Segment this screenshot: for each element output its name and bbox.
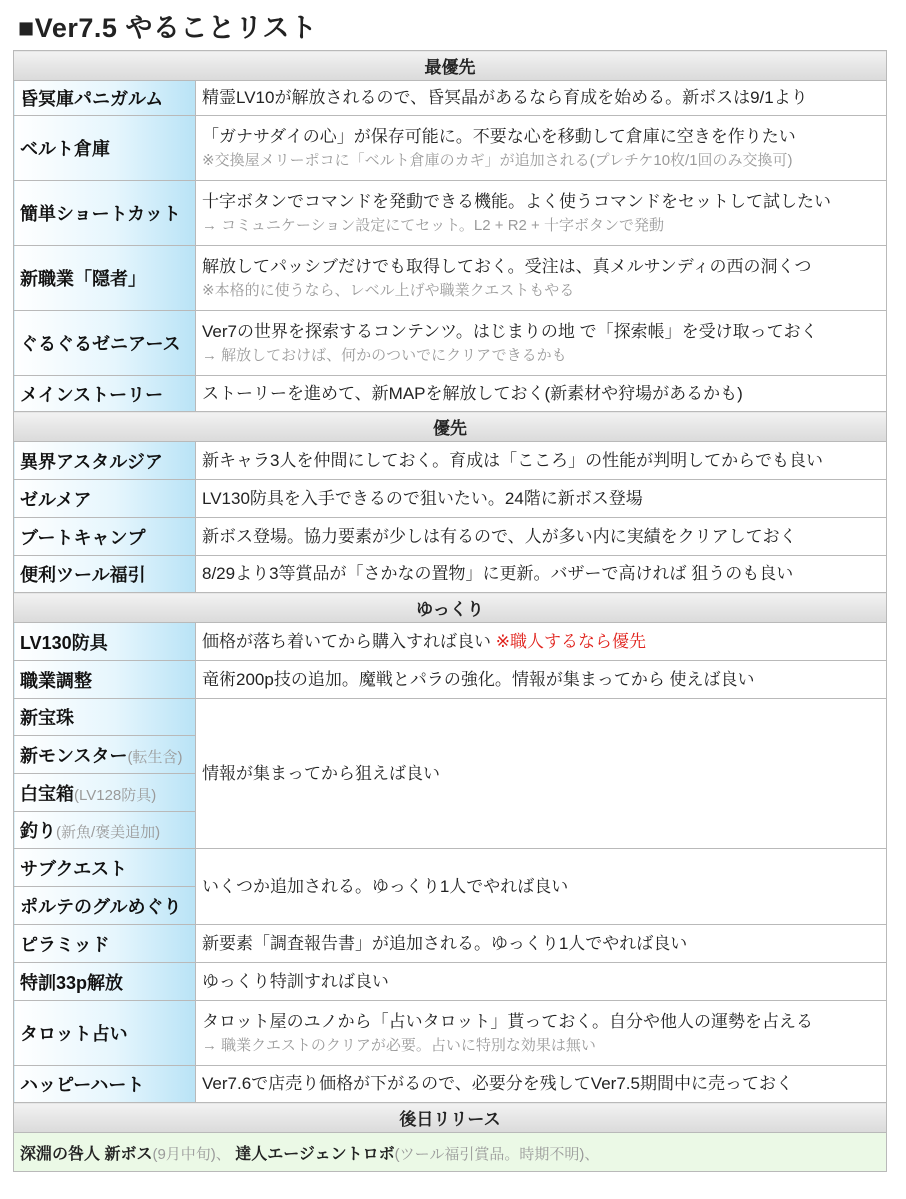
row-text: 竜術200p技の追加。魔戦とパラの強化。情報が集まってから 使えば良い <box>196 661 887 699</box>
row-label: 昏冥庫パニガルム <box>14 81 196 116</box>
row-text: 精霊LV10が解放されるので、昏冥晶があるなら育成を始める。新ボスは9/1より <box>196 81 887 116</box>
later-release-row <box>14 1133 887 1172</box>
row-label: 便利ツール福引 <box>14 556 196 593</box>
table-row <box>14 246 887 311</box>
section-header-later: 後日リリース <box>14 1103 887 1133</box>
row-subnote: ※交換屋メリーポコに「ベルト倉庫のカギ」が追加される(プレチケ10枚/1回のみ交換可) <box>202 152 793 169</box>
row-label: ハッピーハート <box>14 1066 196 1103</box>
row-label: 白宝箱(LV128防具) <box>14 774 196 812</box>
row-text: タロット屋のユノから「占いタロット」貰っておく。自分や他人の運勢を占える → 職業クエストのクリアが必要。占いに特別な効果は無い <box>196 1001 887 1066</box>
row-subnote: → コミュニケーション設定にてセット。L2 + R2 + 十字ボタンで発動 <box>202 217 664 234</box>
row-label: 新職業「隠者」 <box>14 246 196 311</box>
section-header-mid: 優先 <box>14 412 887 442</box>
table-row <box>14 376 887 412</box>
label-note: (LV128防具) <box>74 786 157 804</box>
later-note: (9月中旬)、 <box>152 1145 231 1163</box>
later-note: (ツール福引賞品。時期不明)、 <box>394 1145 600 1163</box>
todo-table <box>13 50 887 1172</box>
row-text: ストーリーを進めて、新MAPを解放しておく(新素材や狩場があるかも) <box>196 376 887 412</box>
row-label: ぐるぐるゼニアース <box>14 311 196 376</box>
row-text: 情報が集まってから狙えば良い <box>196 699 887 849</box>
row-label: メインストーリー <box>14 376 196 412</box>
row-subnote: → 解放しておけば、何かのついでにクリアできるかも <box>202 347 567 364</box>
table-row <box>14 116 887 181</box>
label-note: (転生含) <box>127 748 183 766</box>
row-text: 新ボス登場。協力要素が少しは有るので、人が多い内に実績をクリアしておく <box>196 518 887 556</box>
table-row <box>14 661 887 699</box>
table-row <box>14 480 887 518</box>
row-text: 価格が落ち着いてから購入すれば良い ※職人するなら優先 <box>196 623 887 661</box>
row-label: ベルト倉庫 <box>14 116 196 181</box>
row-label: 新モンスター(転生含) <box>14 736 196 774</box>
row-label: ポルテのグルめぐり <box>14 887 196 925</box>
row-text: 新要素「調査報告書」が追加される。ゆっくり1人でやれば良い <box>196 925 887 963</box>
row-text: 解放してパッシブだけでも取得しておく。受注は、真メルサンディの西の洞くつ ※本格的に使うなら、レベル上げや職業クエストもやる <box>196 246 887 311</box>
label-note: (新魚/褒美追加) <box>56 824 161 841</box>
row-label: 職業調整 <box>14 661 196 699</box>
section-row <box>14 1103 887 1133</box>
row-label: LV130防具 <box>14 623 196 661</box>
section-row <box>14 412 887 442</box>
row-text: Ver7の世界を探索するコンテンツ。はじまりの地 で「探索帳」を受け取っておく → 解放しておけば、何かのついでにクリアできるかも <box>196 311 887 376</box>
row-label: 特訓33p解放 <box>14 963 196 1001</box>
row-label: ブートキャンプ <box>14 518 196 556</box>
row-text: 十字ボタンでコマンドを発動できる機能。よく使うコマンドをセットして試したい → コミュニケーション設定にてセット。L2 + R2 + 十字ボタンで発動 <box>196 181 887 246</box>
row-subnote: → 職業クエストのクリアが必要。占いに特別な効果は無い <box>202 1037 596 1054</box>
table-row <box>14 556 887 593</box>
table-row <box>14 1133 887 1172</box>
row-label: ピラミッド <box>14 925 196 963</box>
row-text: 「ガナサダイの心」が保存可能に。不要な心を移動して倉庫に空きを作りたい ※交換屋メリーポコに「ベルト倉庫のカギ」が追加される(プレチケ10枚/1回のみ交換可) <box>196 116 887 181</box>
table-row <box>14 963 887 1001</box>
table-row <box>14 81 887 116</box>
row-text: いくつか追加される。ゆっくり1人でやれば良い <box>196 849 887 925</box>
row-text: LV130防具を入手できるので狙いたい。24階に新ボス登場 <box>196 480 887 518</box>
section-row <box>14 593 887 623</box>
row-text: 新キャラ3人を仲間にしておく。育成は「こころ」の性能が判明してからでも良い <box>196 442 887 480</box>
table-row <box>14 442 887 480</box>
table-row <box>14 1066 887 1103</box>
table-row <box>14 311 887 376</box>
table-row <box>14 699 887 736</box>
row-text: 8/29より3等賞品が「さかなの置物」に更新。バザーで高ければ 狙うのも良い <box>196 556 887 593</box>
table-row <box>14 849 887 887</box>
section-header-top: 最優先 <box>14 51 887 81</box>
row-label: 異界アスタルジア <box>14 442 196 480</box>
row-label: 新宝珠 <box>14 699 196 736</box>
row-label: 簡単ショートカット <box>14 181 196 246</box>
row-label: タロット占い <box>14 1001 196 1066</box>
later-item: 深淵の咎人 新ボス <box>20 1145 153 1163</box>
table-row <box>14 1001 887 1066</box>
section-row <box>14 51 887 81</box>
table-row <box>14 181 887 246</box>
later-item: 達人エージェントロボ <box>235 1145 395 1163</box>
row-label: ゼルメア <box>14 480 196 518</box>
row-text: Ver7.6で店売り価格が下がるので、必要分を残してVer7.5期間中に売っておく <box>196 1066 887 1103</box>
table-row <box>14 925 887 963</box>
page-title: ■Ver7.5 やることリスト <box>18 13 318 43</box>
row-label: 釣り(新魚/褒美追加) <box>14 812 196 849</box>
priority-note: ※職人するなら優先 <box>495 631 646 651</box>
section-header-low: ゆっくり <box>14 593 887 623</box>
row-subnote: ※本格的に使うなら、レベル上げや職業クエストもやる <box>202 282 575 299</box>
table-row <box>14 623 887 661</box>
row-text: ゆっくり特訓すれば良い <box>196 963 887 1001</box>
table-row <box>14 518 887 556</box>
row-label: サブクエスト <box>14 849 196 887</box>
